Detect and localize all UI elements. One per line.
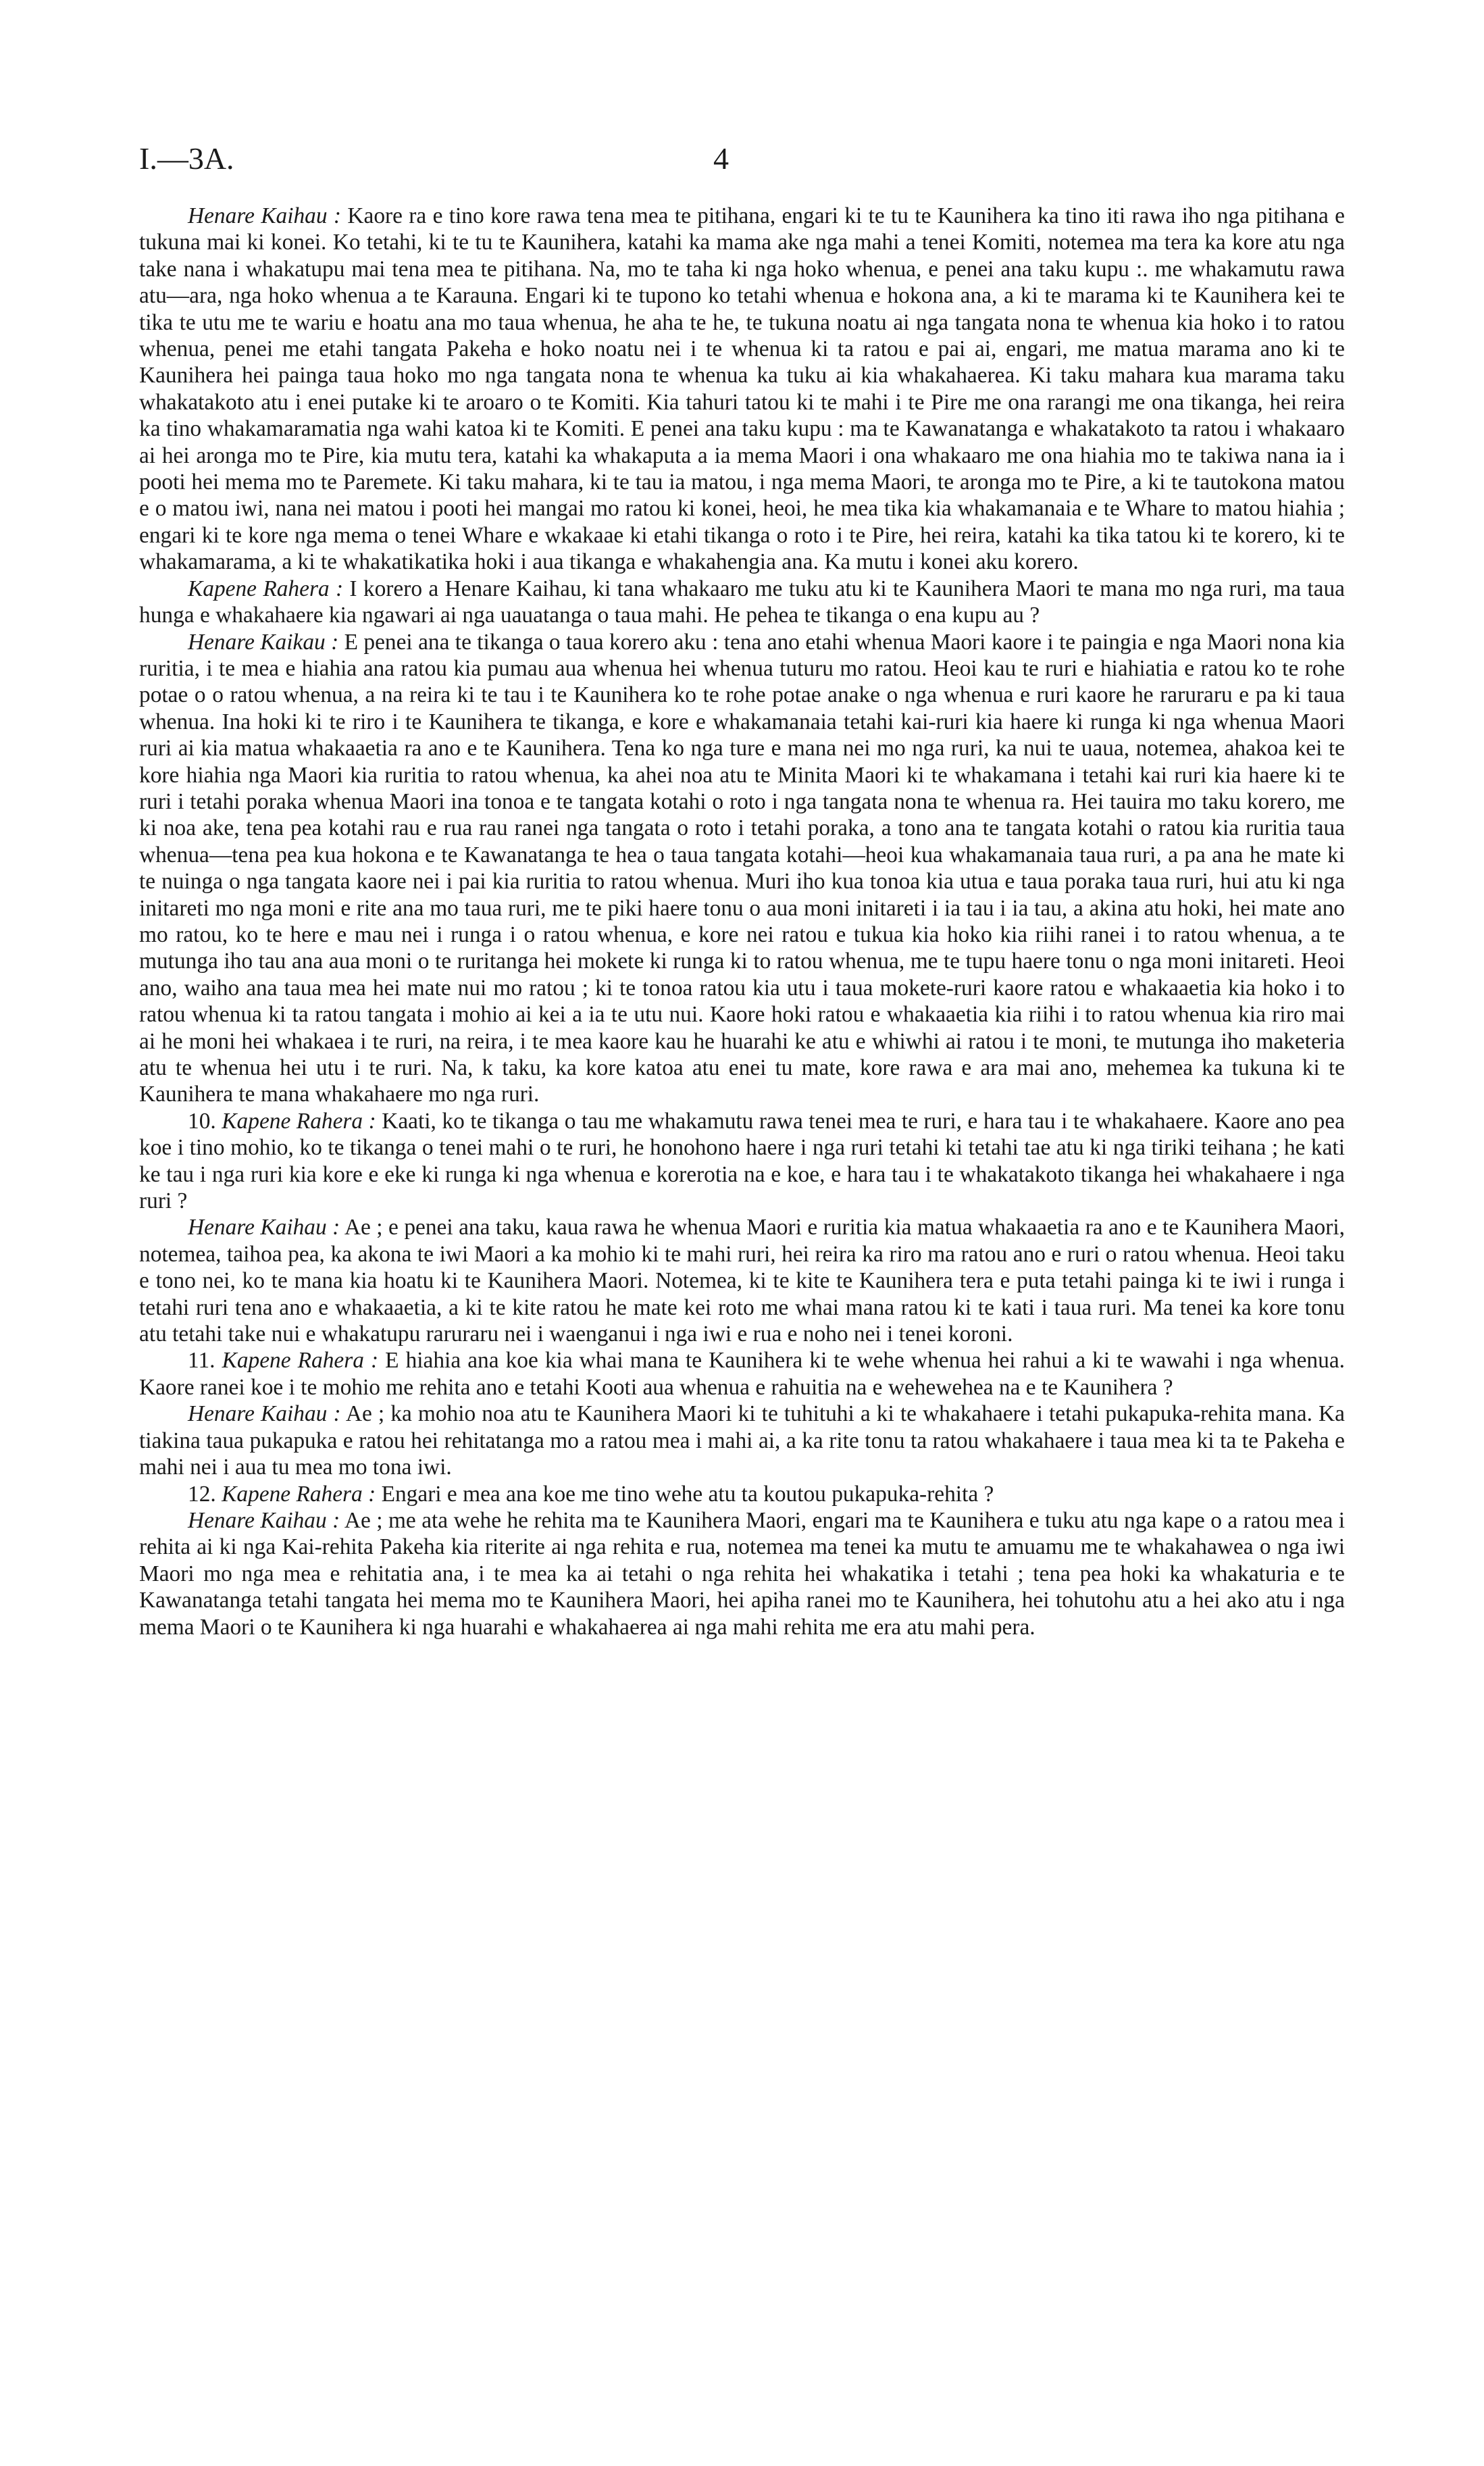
document-reference: I.—3A. (139, 141, 234, 176)
paragraph-text: Ae ; ka mohio noa atu te Kaunihera Maori ki te tuhituhi a ki te whakahaere i tetahi pukapuka-rehita mana. Ka tiakina taua pukapuka e ratou hei rehitatanga mo a ratou mea i mahi ai, a ka rite tonu ta ratou whakahaere i taua mea ki ta te Pakeha e mahi nei i aua tu mea mo tona iwi. (139, 1401, 1345, 1480)
page-number: 4 (713, 141, 729, 176)
transcript-paragraph (139, 1481, 1345, 1507)
speaker-name: Henare Kaihau : (188, 1215, 340, 1240)
speaker-name: Kapene Rahera : (188, 576, 344, 601)
transcript-paragraph (139, 629, 1345, 1108)
transcript-paragraph (139, 1347, 1345, 1401)
speaker-name: Henare Kaihau : (188, 203, 342, 228)
paragraph-text: Ae ; me ata wehe he rehita ma te Kaunihera Maori, engari ma te Kaunihera e tuku atu nga kape o a ratou mea i rehita ai ki nga Kai-rehita Pakeha kia riterite ai nga rehita e rua, notemea ma tenei ka mutu te amuamu me te whakahawea o nga iwi Maori mo nga mea e rehitatia ana, i te mea ka ai tetahi o nga rehita hei whakatika i tetahi ; tena pea hoki ka whakaturia e te Kawanatanga tetahi tangata hei mema mo te Kaunihera Maori, hei apiha ranei mo te Kaunihera, hei tohutohu atu a hei ako atu i nga mema Maori o te Kaunihera ki nga huarahi e whakahaerea ai nga mahi rehita me era atu mahi pera. (139, 1507, 1345, 1640)
question-number: 10. (188, 1108, 216, 1134)
paragraph-text: E penei ana te tikanga o taua korero aku : tena ano etahi whenua Maori kaore i te paingia e nga Maori nona kia ruritia, i te mea e hiahia ana ratou kia pumau aua whenua hei whenua tuturu mo ratou. Heoi kau te ruri e hiahiatia e ratou ko te rohe potae o o ratou whenua, a na reira ki te tau i te Kaunihera ko te rohe potae anake o nga whenua e ruri kaore he raruraru e pa ki taua whenua. Ina hoki ki te riro i te Kaunihera te tikanga, e kore e whakamanaia tetahi kai-ruri kia haere ki runga ki nga whenua Maori ruri ai kia matua whakaaetia ra ano e te Kaunihera. Tena ko nga ture e mana nei mo nga ruri, ka nui te uaua, notemea, ahakoa kei te kore hiahia nga Maori kia ruritia to ratou whenua, ka ahei noa atu te Minita Maori ki te whakamana i tetahi kai ruri kia haere ki te ruri i tetahi poraka whenua Maori ina tonoa e te tangata kotahi o roto i nga tangata nona te whenua ra. Hei tauira mo taku korero, me ki noa ake, tena pea kotahi rau e rua rau ranei nga tangata o roto i tetahi poraka, a tono ana te tangata kotahi o ratou kia ruritia taua whenua—tena pea kua hokona e te Kawanatanga te hea o taua tangata kotahi—heoi kua whakamanaia taua ruri, a pa ana he mate ki te nuinga o nga tangata kaore nei i pai kia ruritia to ratou whenua. Muri iho kua tonoa kia utua e taua poraka taua ruri, hui atu ki nga initareti mo nga moni e rite ana mo taua ruri, me te piki haere tonu o aua moni initareti i ia tau i ia tau, a akina atu hoki, hei mate ano mo ratou, ko te here e mau nei i runga i o ratou whenua, e kore nei ratou e tukua kia hoko kia riihi ranei i to ratou whenua, a te mutunga iho tau ana aua moni o te ruritanga hei mokete ki runga ki to ratou whenua, me te tupu haere tonu o nga moni initareti. Heoi ano, waiho ana taua mea hei mate nui mo ratou ; ki te tonoa ratou kia utu i taua mokete-ruri kaore ratou e whakaaetia kia hoko i to ratou whenua ki ta ratou tangata i mohio ai kei a ia te utu nui. Kaore hoki ratou e whakaaetia kia riihi i to ratou whenua kia riro mai ai he moni hei whakaea i te ruri, na reira, i te mea kaore kau he huarahi ke atu e whiwhi ai ratou i te moni, te mutunga iho maketeria atu te whenua hei utu i te ruri. Na, k taku, ka kore katoa atu enei tu mate, kore rawa e ara mai ano, mehemea ka tukuna ki te Kaunihera te mana whakahaere mo nga ruri. (139, 629, 1345, 1107)
paragraph-text: Kaore ra e tino kore rawa tena mea te pitihana, engari ki te tu te Kaunihera ka tino iti rawa iho nga pitihana e tukuna mai ki konei. Ko tetahi, ki te tu te Kaunihera, katahi ka mama ake nga mahi a tenei Komiti, notemea ma tera ka kore atu nga take nana i whakatupu mai tena mea te pitihana. Na, mo te taha ki nga hoko whenua, e penei ana taku kupu :. me whakamutu rawa atu—ara, nga hoko whenua a te Karauna. Engari ki te tupono ko tetahi whenua e hokona ana, a ki te marama ki te Kaunihera kei te tika te utu me te wariu e hoatu ana mo taua whenua, he aha te he, te tukuna noatu ai nga tangata nona te whenua kia hoko i to ratou whenua, penei me etahi tangata Pakeha e hoko noatu nei i te whenua ki ta ratou e pai ai, engari, me matua marama ano ki te Kaunihera hei painga taua hoko mo nga tangata nona te whenua ka tuku ai kia whakahaerea. Ki taku mahara kua marama taku whakatakoto atu i enei putake ki te aroaro o te Komiti. Kia tahuri tatou ki te mahi i te Pire me ona rarangi me ona tikanga, hei reira ka tino whakamaramatia nga wahi katoa ki te Komiti. E penei ana taku kupu : ma te Kawanatanga e whakatakoto ta ratou i whakaaro ai hei aronga mo te Pire, kia mutu tera, katahi ka whakaputa a ia mema Maori i ona whakaaro me ona hiahia mo te takiwa nana ia i pooti hei mema mo te Paremete. Ki taku mahara, ki te tau ia matou, i nga mema Maori, te aronga mo te Pire, a ki te tautokona matou e o matou iwi, nana nei matou i pooti hei mangai mo ratou ki konei, heoi, he mea tika kia whakamanaia e te Whare to matou hiahia ; engari ki te kore nga mema o tenei Whare e wkakaae ki etahi tikanga o roto i te Pire, hei reira, katahi ka tika tatou ki te korero, ki te whakamarama, a ki te whakatikatika hoki i aua tikanga e whakahengia ana. Ka mutu i konei aku korero. (139, 203, 1345, 575)
paragraph-text: E hiahia ana koe kia whai mana te Kaunihera ki te wehe whenua hei rahui a ki te wawahi i nga whenua. Kaore ranei koe i te mohio me rehita ano e tetahi Kooti aua whenua e rahuitia na e wehewehea na e te Kaunihera ? (139, 1348, 1345, 1400)
speaker-name: Kapene Rahera : (222, 1348, 379, 1374)
transcript-paragraph (139, 1108, 1345, 1215)
transcript-paragraph (139, 203, 1345, 576)
question-number: 11. (188, 1348, 215, 1374)
paragraph-text: Kaati, ko te tikanga o tau me whakamutu rawa tenei mea te ruri, e hara tau i te whakahaere. Kaore ano pea koe i tino mohio, ko te tikanga o tenei mahi o te ruri, he honohono haere i nga ruri tetahi ki tetahi tae atu ki nga tiriki teihana ; he kati ke tau i nga ruri kia kore e eke ki runga ki nga whenua e korerotia na e koe, e hara tau i te whakatakoto tikanga hei whakahaere i nga ruri ? (139, 1108, 1345, 1214)
speaker-name: Kapene Rahera : (222, 1108, 376, 1134)
speaker-name: Henare Kaihau : (188, 1401, 341, 1427)
speaker-name: Henare Kaikau : (188, 629, 339, 655)
speaker-name: Kapene Rahera : (222, 1481, 376, 1507)
paragraph-text: Engari e mea ana koe me tino wehe atu ta koutou pukapuka-rehita ? (376, 1481, 994, 1507)
transcript-paragraph (139, 1214, 1345, 1347)
transcript-paragraph (139, 1401, 1345, 1480)
page-header (139, 139, 1345, 179)
speaker-name: Henare Kaihau : (188, 1507, 340, 1533)
transcript-body (139, 203, 1345, 1640)
transcript-paragraph (139, 1507, 1345, 1640)
paragraph-text: Ae ; e penei ana taku, kaua rawa he whenua Maori e ruritia kia matua whakaaetia ra ano e te Kaunihera Maori, notemea, taihoa pea, ka akona te iwi Maori a ka mohio ki te mahi ruri, hei reira ka riro ma ratou ano e ruri o ratou whenua. Heoi taku e tono nei, ko te mana kia hoatu ki te Kaunihera Maori. Notemea, ki te kite te Kaunihera tera e puta tetahi painga ki te iwi i runga i tetahi ruri tena ano e whakaaetia, a ki te kite ratou he mate kei roto me whai mana ratou ki te kati i taua ruri. Ma tenei ka kore tonu atu tetahi take nui e whakatupu raruraru nei i waenganui i nga iwi e rua e noho nei i tenei koroni. (139, 1215, 1345, 1347)
paragraph-text: I korero a Henare Kaihau, ki tana whakaaro me tuku atu ki te Kaunihera Maori te mana mo nga ruri, ma taua hunga e whakahaere kia ngawari ai nga uauatanga o taua mahi. He pehea te tikanga o ena kupu au ? (139, 576, 1345, 628)
transcript-paragraph (139, 576, 1345, 629)
question-number: 12. (188, 1481, 216, 1507)
